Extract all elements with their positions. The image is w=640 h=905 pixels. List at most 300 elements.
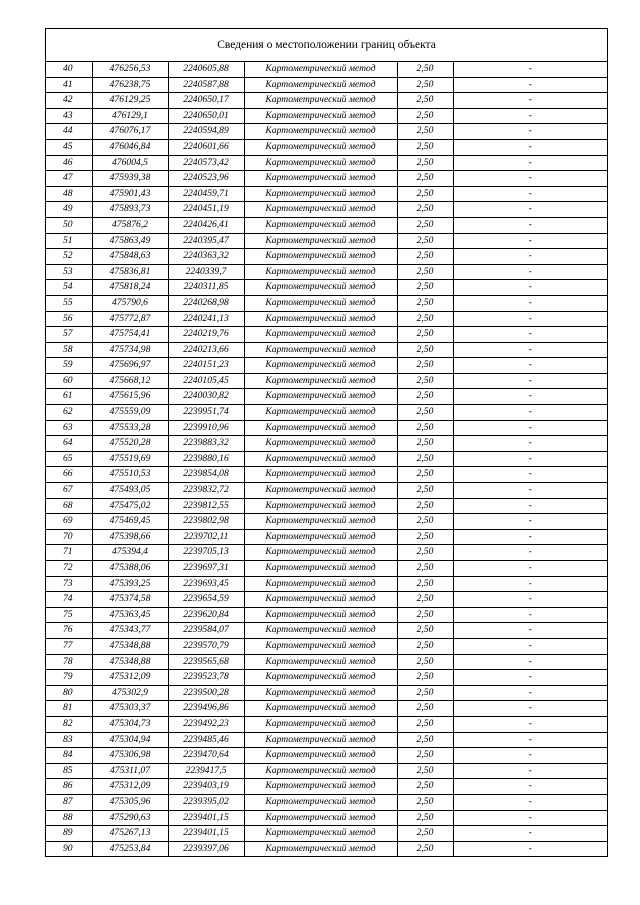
method-cell: Картометрический метод xyxy=(244,545,397,561)
y-coordinate-cell: 2239832,72 xyxy=(168,483,244,499)
table-row xyxy=(46,139,607,155)
table-row xyxy=(46,155,607,171)
description-cell: - xyxy=(453,186,607,202)
y-coordinate-cell: 2240219,76 xyxy=(168,327,244,343)
description-cell: - xyxy=(453,467,607,483)
accuracy-cell: 2,50 xyxy=(397,451,453,467)
accuracy-cell: 2,50 xyxy=(397,77,453,93)
point-number-cell: 90 xyxy=(46,841,92,857)
description-cell: - xyxy=(453,779,607,795)
method-cell: Картометрический метод xyxy=(244,62,397,77)
method-cell: Картометрический метод xyxy=(244,701,397,717)
description-cell: - xyxy=(453,295,607,311)
point-number-cell: 83 xyxy=(46,732,92,748)
method-cell: Картометрический метод xyxy=(244,186,397,202)
boundary-table-sheet xyxy=(45,28,608,857)
accuracy-cell: 2,50 xyxy=(397,607,453,623)
point-number-cell: 47 xyxy=(46,171,92,187)
point-number-cell: 59 xyxy=(46,358,92,374)
description-cell: - xyxy=(453,62,607,77)
x-coordinate-cell: 475303,37 xyxy=(92,701,168,717)
method-cell: Картометрический метод xyxy=(244,233,397,249)
y-coordinate-cell: 2240268,98 xyxy=(168,295,244,311)
description-cell: - xyxy=(453,155,607,171)
accuracy-cell: 2,50 xyxy=(397,405,453,421)
description-cell: - xyxy=(453,93,607,109)
x-coordinate-cell: 475734,98 xyxy=(92,342,168,358)
table-row xyxy=(46,670,607,686)
method-cell: Картометрический метод xyxy=(244,529,397,545)
table-row xyxy=(46,280,607,296)
accuracy-cell: 2,50 xyxy=(397,763,453,779)
x-coordinate-cell: 475790,6 xyxy=(92,295,168,311)
description-cell: - xyxy=(453,139,607,155)
point-number-cell: 84 xyxy=(46,748,92,764)
x-coordinate-cell: 475267,13 xyxy=(92,826,168,842)
x-coordinate-cell: 475253,84 xyxy=(92,841,168,857)
x-coordinate-cell: 475475,02 xyxy=(92,498,168,514)
x-coordinate-cell: 475348,88 xyxy=(92,638,168,654)
accuracy-cell: 2,50 xyxy=(397,592,453,608)
accuracy-cell: 2,50 xyxy=(397,483,453,499)
y-coordinate-cell: 2239496,86 xyxy=(168,701,244,717)
table-row xyxy=(46,249,607,265)
accuracy-cell: 2,50 xyxy=(397,732,453,748)
y-coordinate-cell: 2239417,5 xyxy=(168,763,244,779)
x-coordinate-cell: 475754,41 xyxy=(92,327,168,343)
accuracy-cell: 2,50 xyxy=(397,716,453,732)
description-cell: - xyxy=(453,436,607,452)
point-number-cell: 42 xyxy=(46,93,92,109)
x-coordinate-cell: 475306,98 xyxy=(92,748,168,764)
method-cell: Картометрический метод xyxy=(244,436,397,452)
table-row xyxy=(46,748,607,764)
x-coordinate-cell: 475836,81 xyxy=(92,264,168,280)
y-coordinate-cell: 2240213,66 xyxy=(168,342,244,358)
description-cell: - xyxy=(453,77,607,93)
description-cell: - xyxy=(453,358,607,374)
point-number-cell: 49 xyxy=(46,202,92,218)
y-coordinate-cell: 2240311,85 xyxy=(168,280,244,296)
method-cell: Картометрический метод xyxy=(244,124,397,140)
method-cell: Картометрический метод xyxy=(244,779,397,795)
x-coordinate-cell: 475848,63 xyxy=(92,249,168,265)
y-coordinate-cell: 2240426,41 xyxy=(168,217,244,233)
method-cell: Картометрический метод xyxy=(244,389,397,405)
x-coordinate-cell: 475374,58 xyxy=(92,592,168,608)
accuracy-cell: 2,50 xyxy=(397,545,453,561)
y-coordinate-cell: 2240395,47 xyxy=(168,233,244,249)
x-coordinate-cell: 475304,73 xyxy=(92,716,168,732)
y-coordinate-cell: 2239565,68 xyxy=(168,654,244,670)
x-coordinate-cell: 475302,9 xyxy=(92,685,168,701)
accuracy-cell: 2,50 xyxy=(397,171,453,187)
accuracy-cell: 2,50 xyxy=(397,358,453,374)
description-cell: - xyxy=(453,701,607,717)
y-coordinate-cell: 2239620,84 xyxy=(168,607,244,623)
y-coordinate-cell: 2239500,28 xyxy=(168,685,244,701)
description-cell: - xyxy=(453,545,607,561)
x-coordinate-cell: 475559,09 xyxy=(92,405,168,421)
point-number-cell: 64 xyxy=(46,436,92,452)
x-coordinate-cell: 475312,09 xyxy=(92,670,168,686)
point-number-cell: 57 xyxy=(46,327,92,343)
y-coordinate-cell: 2240587,88 xyxy=(168,77,244,93)
table-row xyxy=(46,763,607,779)
x-coordinate-cell: 475304,94 xyxy=(92,732,168,748)
accuracy-cell: 2,50 xyxy=(397,373,453,389)
accuracy-cell: 2,50 xyxy=(397,498,453,514)
point-number-cell: 80 xyxy=(46,685,92,701)
description-cell: - xyxy=(453,233,607,249)
x-coordinate-cell: 475893,73 xyxy=(92,202,168,218)
table-row xyxy=(46,779,607,795)
description-cell: - xyxy=(453,389,607,405)
accuracy-cell: 2,50 xyxy=(397,623,453,639)
description-cell: - xyxy=(453,171,607,187)
point-number-cell: 86 xyxy=(46,779,92,795)
x-coordinate-cell: 475311,07 xyxy=(92,763,168,779)
description-cell: - xyxy=(453,763,607,779)
method-cell: Картометрический метод xyxy=(244,810,397,826)
description-cell: - xyxy=(453,607,607,623)
method-cell: Картометрический метод xyxy=(244,420,397,436)
table-row xyxy=(46,389,607,405)
table-row xyxy=(46,545,607,561)
accuracy-cell: 2,50 xyxy=(397,249,453,265)
y-coordinate-cell: 2239883,32 xyxy=(168,436,244,452)
point-number-cell: 44 xyxy=(46,124,92,140)
y-coordinate-cell: 2239570,79 xyxy=(168,638,244,654)
point-number-cell: 89 xyxy=(46,826,92,842)
method-cell: Картометрический метод xyxy=(244,483,397,499)
description-cell: - xyxy=(453,420,607,436)
method-cell: Картометрический метод xyxy=(244,77,397,93)
y-coordinate-cell: 2240151,23 xyxy=(168,358,244,374)
table-row xyxy=(46,108,607,124)
x-coordinate-cell: 475493,05 xyxy=(92,483,168,499)
point-number-cell: 78 xyxy=(46,654,92,670)
y-coordinate-cell: 2239705,13 xyxy=(168,545,244,561)
accuracy-cell: 2,50 xyxy=(397,217,453,233)
accuracy-cell: 2,50 xyxy=(397,311,453,327)
accuracy-cell: 2,50 xyxy=(397,186,453,202)
y-coordinate-cell: 2239401,15 xyxy=(168,826,244,842)
description-cell: - xyxy=(453,264,607,280)
table-row xyxy=(46,826,607,842)
accuracy-cell: 2,50 xyxy=(397,108,453,124)
method-cell: Картометрический метод xyxy=(244,93,397,109)
point-number-cell: 43 xyxy=(46,108,92,124)
accuracy-cell: 2,50 xyxy=(397,155,453,171)
x-coordinate-cell: 475615,96 xyxy=(92,389,168,405)
accuracy-cell: 2,50 xyxy=(397,295,453,311)
x-coordinate-cell: 475510,53 xyxy=(92,467,168,483)
y-coordinate-cell: 2239812,55 xyxy=(168,498,244,514)
point-number-cell: 41 xyxy=(46,77,92,93)
method-cell: Картометрический метод xyxy=(244,514,397,530)
method-cell: Картометрический метод xyxy=(244,171,397,187)
x-coordinate-cell: 476076,17 xyxy=(92,124,168,140)
method-cell: Картометрический метод xyxy=(244,139,397,155)
x-coordinate-cell: 475363,45 xyxy=(92,607,168,623)
point-number-cell: 53 xyxy=(46,264,92,280)
description-cell: - xyxy=(453,716,607,732)
table-row xyxy=(46,685,607,701)
accuracy-cell: 2,50 xyxy=(397,779,453,795)
method-cell: Картометрический метод xyxy=(244,654,397,670)
table-row xyxy=(46,654,607,670)
y-coordinate-cell: 2240601,66 xyxy=(168,139,244,155)
table-row xyxy=(46,93,607,109)
x-coordinate-cell: 475863,49 xyxy=(92,233,168,249)
table-row xyxy=(46,436,607,452)
point-number-cell: 60 xyxy=(46,373,92,389)
y-coordinate-cell: 2239880,16 xyxy=(168,451,244,467)
description-cell: - xyxy=(453,514,607,530)
table-row xyxy=(46,841,607,857)
accuracy-cell: 2,50 xyxy=(397,327,453,343)
y-coordinate-cell: 2239523,78 xyxy=(168,670,244,686)
table-row xyxy=(46,77,607,93)
y-coordinate-cell: 2240030,82 xyxy=(168,389,244,405)
method-cell: Картометрический метод xyxy=(244,763,397,779)
point-number-cell: 40 xyxy=(46,62,92,77)
point-number-cell: 50 xyxy=(46,217,92,233)
accuracy-cell: 2,50 xyxy=(397,529,453,545)
y-coordinate-cell: 2240573,42 xyxy=(168,155,244,171)
method-cell: Картометрический метод xyxy=(244,311,397,327)
table-row xyxy=(46,420,607,436)
accuracy-cell: 2,50 xyxy=(397,62,453,77)
x-coordinate-cell: 475388,06 xyxy=(92,561,168,577)
table-row xyxy=(46,62,607,77)
table-row xyxy=(46,810,607,826)
point-number-cell: 52 xyxy=(46,249,92,265)
table-row xyxy=(46,451,607,467)
table-row xyxy=(46,124,607,140)
y-coordinate-cell: 2239403,19 xyxy=(168,779,244,795)
table-row xyxy=(46,217,607,233)
y-coordinate-cell: 2240650,01 xyxy=(168,108,244,124)
point-number-cell: 67 xyxy=(46,483,92,499)
method-cell: Картометрический метод xyxy=(244,794,397,810)
description-cell: - xyxy=(453,810,607,826)
table-row xyxy=(46,529,607,545)
point-number-cell: 56 xyxy=(46,311,92,327)
method-cell: Картометрический метод xyxy=(244,467,397,483)
description-cell: - xyxy=(453,483,607,499)
y-coordinate-cell: 2239693,45 xyxy=(168,576,244,592)
description-cell: - xyxy=(453,654,607,670)
y-coordinate-cell: 2239910,96 xyxy=(168,420,244,436)
method-cell: Картометрический метод xyxy=(244,217,397,233)
method-cell: Картометрический метод xyxy=(244,358,397,374)
method-cell: Картометрический метод xyxy=(244,373,397,389)
x-coordinate-cell: 475398,66 xyxy=(92,529,168,545)
table-row xyxy=(46,264,607,280)
description-cell: - xyxy=(453,748,607,764)
table-row xyxy=(46,701,607,717)
table-row xyxy=(46,483,607,499)
description-cell: - xyxy=(453,685,607,701)
description-cell: - xyxy=(453,311,607,327)
method-cell: Картометрический метод xyxy=(244,295,397,311)
y-coordinate-cell: 2240594,89 xyxy=(168,124,244,140)
y-coordinate-cell: 2239697,31 xyxy=(168,561,244,577)
method-cell: Картометрический метод xyxy=(244,264,397,280)
point-number-cell: 85 xyxy=(46,763,92,779)
y-coordinate-cell: 2240363,32 xyxy=(168,249,244,265)
method-cell: Картометрический метод xyxy=(244,592,397,608)
description-cell: - xyxy=(453,280,607,296)
table-row xyxy=(46,358,607,374)
y-coordinate-cell: 2240451,19 xyxy=(168,202,244,218)
accuracy-cell: 2,50 xyxy=(397,794,453,810)
table-row xyxy=(46,716,607,732)
table-row xyxy=(46,732,607,748)
method-cell: Картометрический метод xyxy=(244,202,397,218)
table-row xyxy=(46,311,607,327)
x-coordinate-cell: 475520,28 xyxy=(92,436,168,452)
accuracy-cell: 2,50 xyxy=(397,561,453,577)
method-cell: Картометрический метод xyxy=(244,841,397,857)
accuracy-cell: 2,50 xyxy=(397,654,453,670)
accuracy-cell: 2,50 xyxy=(397,233,453,249)
point-number-cell: 79 xyxy=(46,670,92,686)
point-number-cell: 72 xyxy=(46,561,92,577)
point-number-cell: 51 xyxy=(46,233,92,249)
point-number-cell: 82 xyxy=(46,716,92,732)
table-title: Сведения о местоположении границ объекта xyxy=(46,29,607,62)
table-row xyxy=(46,592,607,608)
table-row xyxy=(46,498,607,514)
description-cell: - xyxy=(453,732,607,748)
x-coordinate-cell: 476238,75 xyxy=(92,77,168,93)
x-coordinate-cell: 475696,97 xyxy=(92,358,168,374)
accuracy-cell: 2,50 xyxy=(397,436,453,452)
point-number-cell: 70 xyxy=(46,529,92,545)
point-number-cell: 61 xyxy=(46,389,92,405)
x-coordinate-cell: 475876,2 xyxy=(92,217,168,233)
y-coordinate-cell: 2240650,17 xyxy=(168,93,244,109)
x-coordinate-cell: 475939,38 xyxy=(92,171,168,187)
description-cell: - xyxy=(453,841,607,857)
x-coordinate-cell: 476004,5 xyxy=(92,155,168,171)
description-cell: - xyxy=(453,670,607,686)
method-cell: Картометрический метод xyxy=(244,638,397,654)
table-row xyxy=(46,623,607,639)
accuracy-cell: 2,50 xyxy=(397,826,453,842)
accuracy-cell: 2,50 xyxy=(397,514,453,530)
point-number-cell: 71 xyxy=(46,545,92,561)
accuracy-cell: 2,50 xyxy=(397,139,453,155)
y-coordinate-cell: 2240523,96 xyxy=(168,171,244,187)
accuracy-cell: 2,50 xyxy=(397,467,453,483)
x-coordinate-cell: 475469,45 xyxy=(92,514,168,530)
description-cell: - xyxy=(453,327,607,343)
point-number-cell: 68 xyxy=(46,498,92,514)
y-coordinate-cell: 2239470,64 xyxy=(168,748,244,764)
description-cell: - xyxy=(453,561,607,577)
table-row xyxy=(46,186,607,202)
table-row xyxy=(46,638,607,654)
accuracy-cell: 2,50 xyxy=(397,701,453,717)
point-number-cell: 88 xyxy=(46,810,92,826)
y-coordinate-cell: 2239401,15 xyxy=(168,810,244,826)
y-coordinate-cell: 2239485,46 xyxy=(168,732,244,748)
point-number-cell: 65 xyxy=(46,451,92,467)
description-cell: - xyxy=(453,405,607,421)
method-cell: Картометрический метод xyxy=(244,498,397,514)
y-coordinate-cell: 2239951,74 xyxy=(168,405,244,421)
x-coordinate-cell: 475305,96 xyxy=(92,794,168,810)
y-coordinate-cell: 2239397,06 xyxy=(168,841,244,857)
accuracy-cell: 2,50 xyxy=(397,264,453,280)
method-cell: Картометрический метод xyxy=(244,561,397,577)
table-row xyxy=(46,794,607,810)
method-cell: Картометрический метод xyxy=(244,108,397,124)
table-row xyxy=(46,561,607,577)
method-cell: Картометрический метод xyxy=(244,607,397,623)
accuracy-cell: 2,50 xyxy=(397,685,453,701)
accuracy-cell: 2,50 xyxy=(397,810,453,826)
method-cell: Картометрический метод xyxy=(244,748,397,764)
description-cell: - xyxy=(453,202,607,218)
description-cell: - xyxy=(453,638,607,654)
coordinates-table xyxy=(46,62,607,857)
description-cell: - xyxy=(453,217,607,233)
y-coordinate-cell: 2240241,13 xyxy=(168,311,244,327)
description-cell: - xyxy=(453,794,607,810)
point-number-cell: 46 xyxy=(46,155,92,171)
x-coordinate-cell: 475519,69 xyxy=(92,451,168,467)
method-cell: Картометрический метод xyxy=(244,280,397,296)
description-cell: - xyxy=(453,498,607,514)
x-coordinate-cell: 475348,88 xyxy=(92,654,168,670)
accuracy-cell: 2,50 xyxy=(397,420,453,436)
y-coordinate-cell: 2239584,07 xyxy=(168,623,244,639)
point-number-cell: 77 xyxy=(46,638,92,654)
y-coordinate-cell: 2240339,7 xyxy=(168,264,244,280)
x-coordinate-cell: 475312,09 xyxy=(92,779,168,795)
method-cell: Картометрический метод xyxy=(244,685,397,701)
table-row xyxy=(46,202,607,218)
accuracy-cell: 2,50 xyxy=(397,389,453,405)
y-coordinate-cell: 2239654,59 xyxy=(168,592,244,608)
table-row xyxy=(46,467,607,483)
method-cell: Картометрический метод xyxy=(244,342,397,358)
point-number-cell: 58 xyxy=(46,342,92,358)
description-cell: - xyxy=(453,451,607,467)
method-cell: Картометрический метод xyxy=(244,716,397,732)
point-number-cell: 66 xyxy=(46,467,92,483)
table-row xyxy=(46,295,607,311)
point-number-cell: 87 xyxy=(46,794,92,810)
point-number-cell: 74 xyxy=(46,592,92,608)
table-row xyxy=(46,233,607,249)
description-cell: - xyxy=(453,249,607,265)
table-row xyxy=(46,327,607,343)
x-coordinate-cell: 476046,84 xyxy=(92,139,168,155)
accuracy-cell: 2,50 xyxy=(397,280,453,296)
point-number-cell: 63 xyxy=(46,420,92,436)
point-number-cell: 55 xyxy=(46,295,92,311)
point-number-cell: 75 xyxy=(46,607,92,623)
y-coordinate-cell: 2239854,08 xyxy=(168,467,244,483)
x-coordinate-cell: 475901,43 xyxy=(92,186,168,202)
method-cell: Картометрический метод xyxy=(244,826,397,842)
